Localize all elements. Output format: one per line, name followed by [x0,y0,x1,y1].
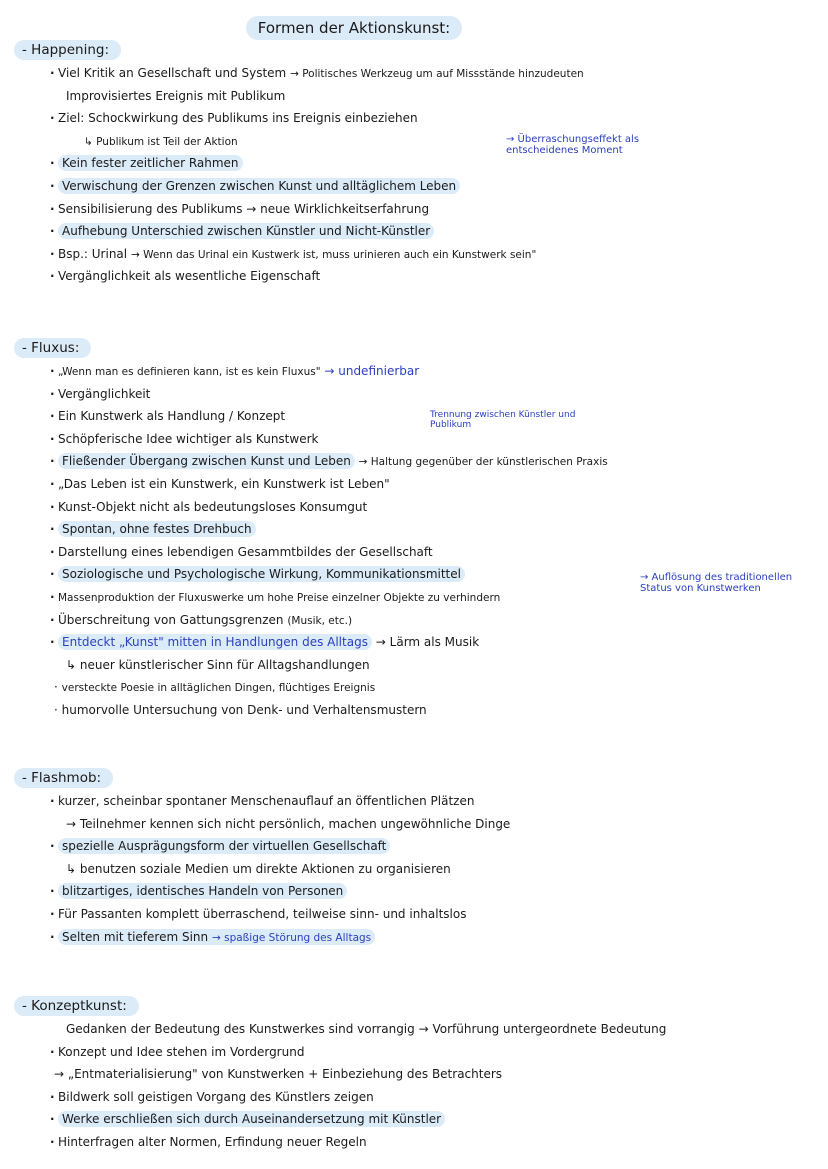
list-item: · kurzer, scheinbar spontaner Menschenauflauf an öffentlichen Plätzen [14,790,814,813]
list-item: ↳ neuer künstlerischer Sinn für Alltagshandlungen [66,657,370,672]
list-item: Gedanken der Bedeutung des Kunstwerkes sind vorrangig → Vorführung untergeordnete Bedeutung [66,1022,667,1036]
section-konzeptkunst [14,995,814,1154]
flashmob-list [14,790,814,948]
list-item: · Verwischung der Grenzen zwischen Kunst und alltäglichem Leben [14,175,814,198]
list-item: · Soziologische und Psychologische Wirkung, Kommunikationsmittel [14,563,814,586]
list-item: → „Entmaterialisierung" von Kunstwerken + Einbeziehung des Betrachters [54,1067,503,1082]
section-heading: - Konzeptkunst: [14,996,139,1016]
list-item: · versteckte Poesie in alltäglichen Dingen, flüchtiges Ereignis [54,680,376,695]
list-item: · Sensibilisierung des Publikums → neue Wirklichkeitserfahrung [14,198,814,221]
list-item: · Überschreitung von Gattungsgrenzen (Musik, etc.) [14,609,814,632]
list-item: · humorvolle Untersuchung von Denk- und Verhaltensmustern [54,702,427,717]
list-item: · Für Passanten komplett überraschend, teilweise sinn- und inhaltslos [14,903,814,926]
list-item: · Kunst-Objekt nicht als bedeutungsloses Konsumgut [14,496,814,519]
list-item: Improvisiertes Ereignis mit Publikum [66,88,286,103]
fluxus-list [14,360,814,722]
list-item: · Vergänglichkeit [14,383,814,406]
list-item: · Vergänglichkeit als wesentliche Eigenschaft [14,265,814,288]
list-item: · Darstellung eines lebendigen Gesammtbildes der Gesellschaft [14,541,814,564]
list-item: · Selten mit tieferem Sinn → spaßige Störung des Alltags [14,926,814,949]
section-happening [14,39,814,288]
list-item: · Bsp.: Urinal → Wenn das Urinal ein Kustwerk ist, muss urinieren auch ein Kunstwerk sein" [14,243,814,266]
section-heading: - Fluxus: [14,338,91,358]
side-note: → Auflösung des traditionellen Status von Kunstwerken [640,572,793,594]
list-item: · Fließender Übergang zwischen Kunst und Leben → Haltung gegenüber der künstlerischen Praxis [14,450,814,473]
list-item: · Konzept und Idee stehen im Vordergrund [14,1041,814,1064]
section-flashmob [14,767,814,948]
list-item: → Teilnehmer kennen sich nicht persönlich, machen ungewöhnliche Dinge [66,816,511,831]
list-item: · blitzartiges, identisches Handeln von Personen [14,880,814,903]
list-item: · Werke erschließen sich durch Auseinandersetzung mit Künstler [14,1108,814,1131]
list-item: ↳ Publikum ist Teil der Aktion [84,135,238,148]
side-note: → Überraschungseffekt als entscheidenes Moment [506,134,640,156]
side-note: Trennung zwischen Künstler und Publikum [430,410,576,430]
list-item: · Massenproduktion der Fluxuswerke um hohe Preise einzelner Objekte zu verhindern [14,586,814,609]
list-item: · Aufhebung Unterschied zwischen Künstler und Nicht-Künstler [14,220,814,243]
list-item: · „Wenn man es definieren kann, ist es kein Fluxus" → undefinierbar [14,360,814,383]
list-item: · Viel Kritik an Gesellschaft und System → Politisches Werkzeug um auf Missstände hinzudeuten [14,62,814,85]
section-fluxus [14,337,814,722]
list-item: · Entdeckt „Kunst" mitten in Handlungen des Alltags → Lärm als Musik [14,631,814,654]
konzeptkunst-list [14,1018,814,1154]
page-title: Formen der Aktionskunst: [246,16,462,40]
list-item: ↳ benutzen soziale Medien um direkte Aktionen zu organisieren [66,861,451,876]
list-item: · Schöpferische Idee wichtiger als Kunstwerk [14,428,814,451]
list-item: · Bildwerk soll geistigen Vorgang des Künstlers zeigen [14,1086,814,1109]
section-heading: - Happening: [14,40,121,60]
list-item: · Ziel: Schockwirkung des Publikums ins Ereignis einbeziehen [14,107,814,130]
section-heading: - Flashmob: [14,768,113,788]
list-item: · Ein Kunstwerk als Handlung / Konzept [14,405,814,428]
list-item: · Kein fester zeitlicher Rahmen [14,152,814,175]
list-item: · spezielle Ausprägungsform der virtuellen Gesellschaft [14,835,814,858]
happening-list [14,62,814,288]
list-item: · Hinterfragen alter Normen, Erfindung neuer Regeln [14,1131,814,1154]
list-item: · „Das Leben ist ein Kunstwerk, ein Kunstwerk ist Leben" [14,473,814,496]
list-item: · Spontan, ohne festes Drehbuch [14,518,814,541]
